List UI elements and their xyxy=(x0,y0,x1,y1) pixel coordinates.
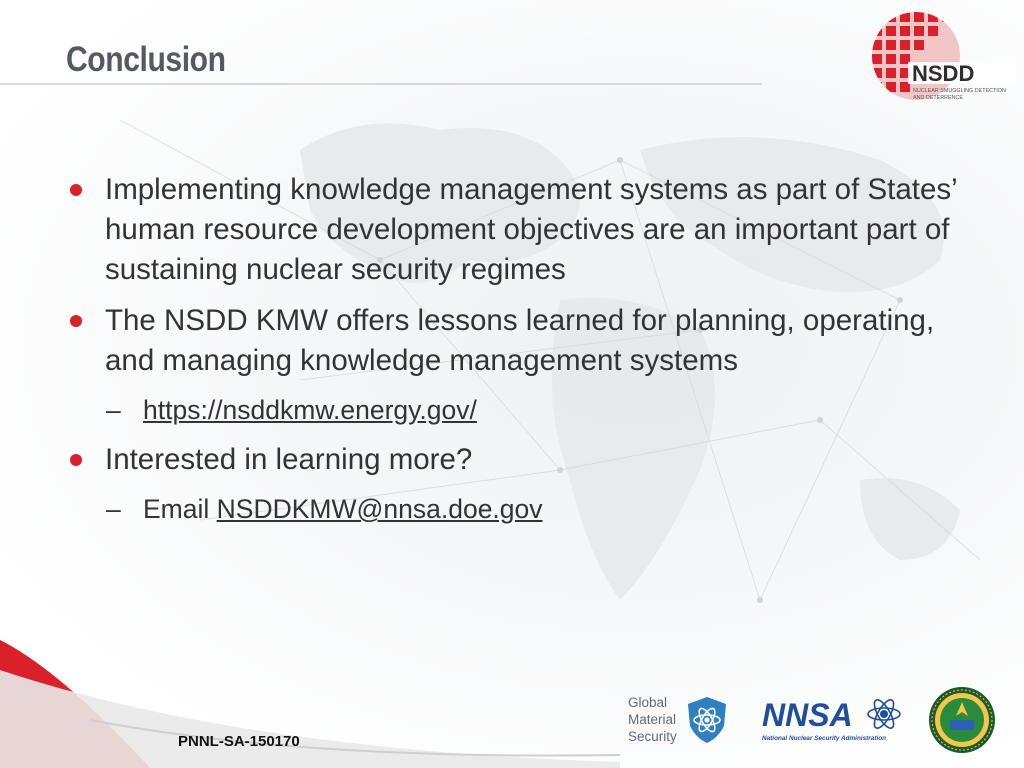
document-id: PNNL-SA-150170 xyxy=(178,733,300,750)
title-divider xyxy=(0,83,762,85)
bullet-dot-icon xyxy=(70,184,82,196)
page-title: Conclusion xyxy=(66,40,226,79)
bullet-text: Implementing knowledge management systems as part of States’ human resource development objectives are an important part of sustaining nuclear security regimes xyxy=(105,173,957,286)
dash-marker: – xyxy=(106,494,121,524)
nsdd-logo-tagline-1: NUCLEAR SMUGGLING DETECTION xyxy=(913,88,1006,94)
doe-seal-icon xyxy=(928,686,996,754)
bullet-dot-icon xyxy=(70,454,82,466)
gms-line-3: Security xyxy=(628,729,677,744)
sub-bullet-link xyxy=(62,392,962,428)
bullet-dot-icon xyxy=(70,315,82,327)
atom-shield-icon xyxy=(686,696,728,744)
nnsa-atom-icon xyxy=(868,697,900,731)
gms-line-2: Material xyxy=(628,712,677,727)
nnsa-logo xyxy=(760,696,906,746)
email-prefix: Email xyxy=(143,494,210,524)
nnsa-logo-full-name: National Nuclear Security Administration xyxy=(762,735,887,742)
bullet-text: The NSDD KMW offers lessons learned for planning, operating, and managing knowledge management systems xyxy=(105,304,935,377)
nsdd-logo-tagline-2: AND DETERRENCE xyxy=(913,95,964,101)
nnsa-logo-name: NNSA xyxy=(762,697,853,733)
bullet-item xyxy=(62,170,962,290)
sub-bullet-email xyxy=(62,491,962,527)
gms-line-1: Global xyxy=(628,695,668,710)
bullet-list xyxy=(62,170,962,539)
bullet-item xyxy=(62,301,962,381)
email-link[interactable]: NSDDKMW@nnsa.doe.gov xyxy=(216,494,543,524)
nsdd-logo xyxy=(868,8,1018,112)
red-swoosh-decoration xyxy=(0,600,620,768)
nsdd-logo-name: NSDD xyxy=(912,61,975,86)
bullet-text: Interested in learning more? xyxy=(105,443,473,476)
website-link[interactable]: https://nsddkmw.energy.gov/ xyxy=(143,395,477,425)
gms-logo xyxy=(628,694,730,746)
dash-marker: – xyxy=(106,395,121,425)
gms-logo-text xyxy=(628,694,677,745)
bullet-item xyxy=(62,440,962,480)
